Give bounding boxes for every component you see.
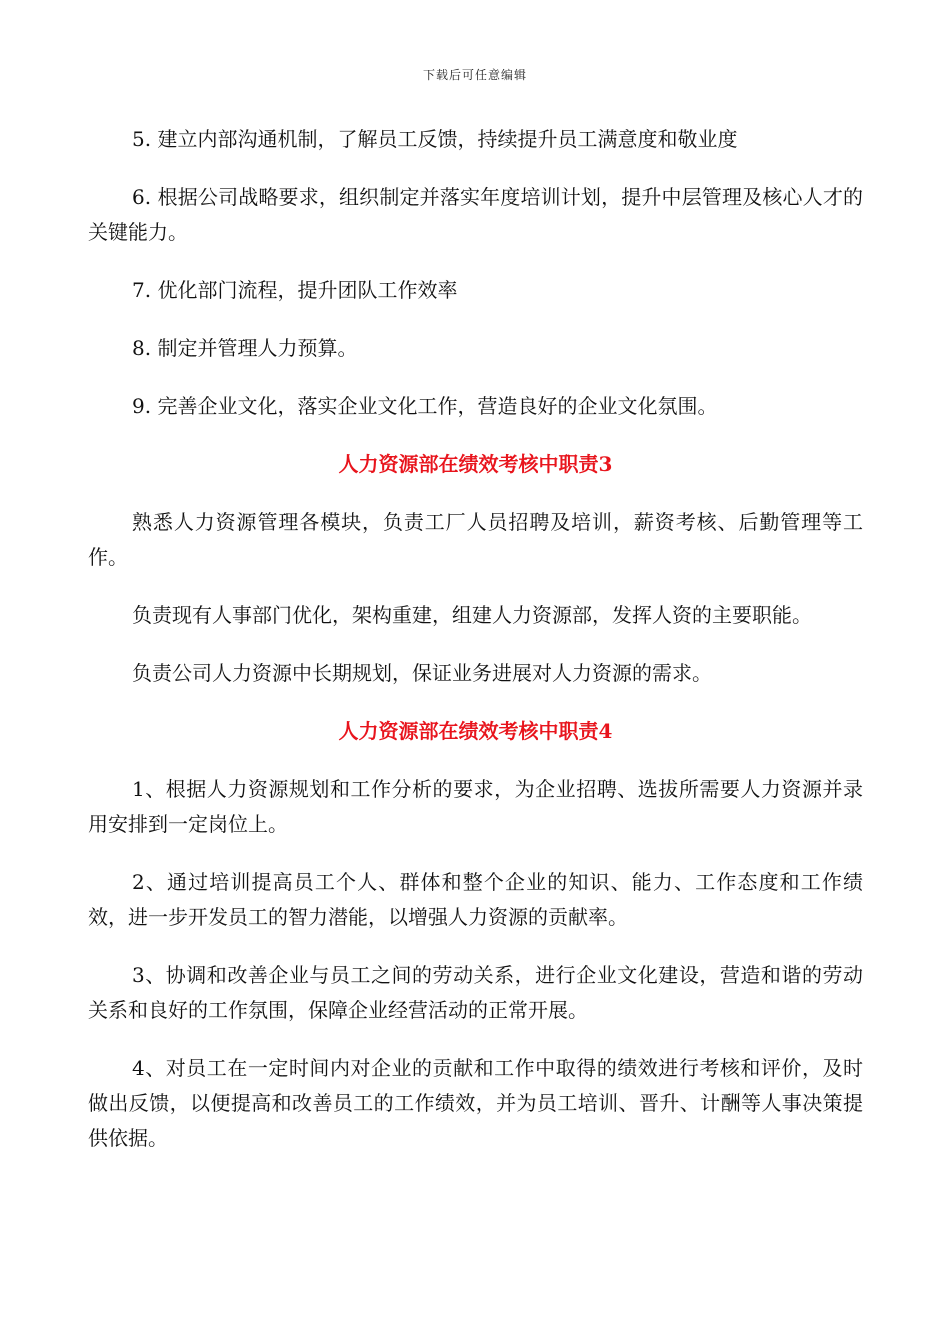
section-4-paragraph: 3、协调和改善企业与员工之间的劳动关系，进行企业文化建设，营造和谐的劳动关系和良好的工作氛围，保障企业经营活动的正常开展。 (88, 963, 863, 1022)
document-body (88, 122, 863, 1179)
section-heading-3: 人力资源部在绩效考核中职责3 (338, 452, 613, 476)
section-4-paragraph: 4、对员工在一定时间内对企业的贡献和工作中取得的绩效进行考核和评价，及时做出反馈，以便提高和改善员工的工作绩效，并为员工培训、晋升、计酬等人事决策提供依据。 (88, 1056, 863, 1150)
list-item-8: 8. 制定并管理人力预算。 (132, 336, 358, 360)
section-4-paragraph: 1、根据人力资源规划和工作分析的要求，为企业招聘、选拔所需要人力资源并录用安排到一定岗位上。 (88, 777, 863, 836)
section-3-paragraph: 负责现有人事部门优化，架构重建，组建人力资源部，发挥人资的主要职能。 (132, 603, 812, 627)
section-heading-4: 人力资源部在绩效考核中职责4 (338, 719, 613, 743)
section-3-paragraph: 负责公司人力资源中长期规划，保证业务进展对人力资源的需求。 (132, 661, 712, 685)
list-item-5: 5. 建立内部沟通机制，了解员工反馈，持续提升员工满意度和敬业度 (132, 127, 738, 151)
list-item-9: 9. 完善企业文化，落实企业文化工作，营造良好的企业文化氛围。 (132, 394, 718, 418)
section-4-paragraph: 2、通过培训提高员工个人、群体和整个企业的知识、能力、工作态度和工作绩效，进一步开发员工的智力潜能，以增强人力资源的贡献率。 (88, 870, 863, 929)
section-3-paragraph: 熟悉人力资源管理各模块，负责工厂人员招聘及培训，薪资考核、后勤管理等工作。 (88, 510, 863, 569)
header-note: 下载后可任意编辑 (422, 68, 527, 82)
list-item-6: 6. 根据公司战略要求，组织制定并落实年度培训计划，提升中层管理及核心人才的关键能力。 (88, 185, 863, 244)
list-item-7: 7. 优化部门流程，提升团队工作效率 (132, 278, 458, 302)
